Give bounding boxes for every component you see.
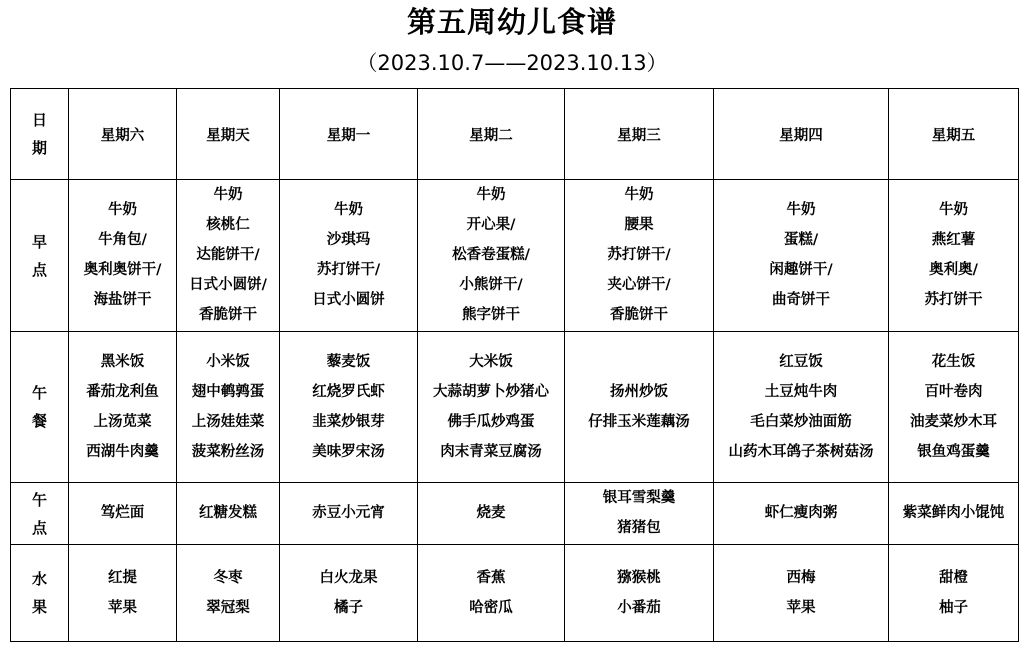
menu-item: 香蕉	[476, 569, 506, 586]
snack-cell	[714, 483, 889, 545]
menu-item: 核桃仁	[206, 217, 250, 233]
menu-item: 大蒜胡萝卜炒猪心	[433, 383, 549, 400]
menu-item: 银鱼鸡蛋羹	[917, 443, 990, 460]
fruit-cell	[889, 545, 1019, 642]
breakfast-cell	[418, 180, 565, 332]
menu-item: 红提	[108, 569, 137, 586]
menu-item: 海盐饼干	[93, 292, 152, 308]
menu-item: 苏打饼干	[924, 292, 983, 308]
menu-item: 上汤娃娃菜	[191, 413, 265, 430]
fruit-cell	[565, 545, 714, 642]
menu-item: 毛白菜炒油面筋	[750, 413, 852, 430]
menu-item: 蛋糕/	[783, 232, 819, 248]
menu-item: 藜麦饭	[326, 353, 371, 370]
lunch-cell	[280, 332, 418, 483]
menu-item: 百叶卷肉	[924, 383, 983, 400]
row-label-char: 早	[31, 232, 47, 251]
snack-cell	[69, 483, 177, 545]
row-label-breakfast	[11, 180, 69, 332]
menu-item: 猕猴桃	[617, 569, 661, 586]
menu-item: 韭菜炒银芽	[312, 413, 385, 430]
menu-item: 佛手瓜炒鸡蛋	[447, 413, 535, 430]
breakfast-cell	[69, 180, 177, 332]
menu-item: 菠菜粉丝汤	[191, 443, 265, 460]
day-header: 星期四	[714, 89, 889, 180]
lunch-row	[11, 332, 1019, 483]
breakfast-cell	[280, 180, 418, 332]
menu-item: 赤豆小元宵	[312, 505, 385, 521]
menu-item: 翠冠梨	[206, 599, 250, 616]
menu-item: 红豆饭	[779, 353, 823, 370]
menu-item: 红糖发糕	[199, 505, 257, 521]
menu-item: 牛奶	[108, 202, 137, 218]
breakfast-row	[11, 180, 1019, 332]
menu-item: 日式小圆饼	[312, 292, 385, 308]
row-label-snack	[11, 483, 69, 545]
menu-item: 黑米饭	[100, 353, 145, 370]
row-label-lunch	[11, 332, 69, 483]
row-label-date	[11, 89, 69, 180]
menu-item: 紫菜鲜肉小馄饨	[902, 505, 1005, 521]
menu-item: 笃烂面	[100, 505, 145, 521]
menu-item: 花生饭	[931, 353, 976, 370]
snack-cell	[177, 483, 280, 545]
menu-item: 哈密瓜	[469, 599, 513, 616]
menu-item: 美味罗宋汤	[312, 443, 385, 460]
lunch-cell	[418, 332, 565, 483]
menu-item: 沙琪玛	[326, 232, 371, 248]
day-header: 星期五	[889, 89, 1019, 180]
menu-item: 小番茄	[617, 599, 661, 616]
menu-item: 牛奶	[334, 202, 363, 218]
menu-item: 西湖牛肉羹	[86, 443, 159, 460]
day-header: 星期六	[69, 89, 177, 180]
menu-item: 冬枣	[213, 569, 243, 586]
menu-item: 开心果/	[466, 217, 516, 233]
row-label-fruit	[11, 545, 69, 642]
menu-item: 腰果	[624, 217, 654, 233]
day-header: 星期三	[565, 89, 714, 180]
menu-item: 苏打饼干/	[316, 262, 381, 278]
menu-item: 甜橙	[939, 569, 968, 586]
day-header: 星期一	[280, 89, 418, 180]
menu-item: 油麦菜炒木耳	[910, 413, 997, 430]
lunch-cell	[565, 332, 714, 483]
snack-cell	[280, 483, 418, 545]
menu-item: 小熊饼干/	[459, 277, 523, 293]
snack-cell	[889, 483, 1019, 545]
menu-item: 达能饼干/	[196, 247, 260, 263]
menu-item: 燕红薯	[931, 232, 976, 248]
date-range: （2023.10.7——2023.10.13）	[356, 51, 668, 75]
page-title: 第五周幼儿食谱	[406, 5, 617, 39]
menu-item: 苹果	[108, 599, 137, 616]
menu-item: 西梅	[786, 569, 816, 586]
menu-item: 牛角包/	[98, 232, 147, 248]
row-label-char: 水	[31, 570, 47, 588]
menu-item: 扬州炒饭	[610, 383, 668, 400]
row-label-char: 期	[31, 139, 47, 157]
row-label-char: 果	[31, 598, 47, 616]
row-label-char: 餐	[31, 412, 47, 430]
menu-item: 翅中鹌鹑蛋	[191, 383, 265, 400]
menu-item: 牛奶	[624, 187, 654, 203]
menu-item: 番茄龙利鱼	[86, 383, 159, 400]
menu-item: 白火龙果	[319, 569, 378, 586]
fruit-row	[11, 545, 1019, 642]
lunch-cell	[889, 332, 1019, 483]
menu-item: 山药木耳鸽子茶树菇汤	[728, 443, 874, 460]
menu-item: 奥利奥/	[929, 262, 978, 278]
menu-item: 橘子	[334, 599, 363, 616]
menu-item: 熊字饼干	[462, 307, 520, 323]
menu-item: 牛奶	[476, 187, 506, 203]
row-label-char: 点	[31, 260, 47, 279]
menu-item: 小米饭	[206, 353, 250, 370]
menu-item: 猪猪包	[617, 520, 661, 536]
fruit-cell	[69, 545, 177, 642]
fruit-cell	[714, 545, 889, 642]
fruit-cell	[418, 545, 565, 642]
menu-item: 苏打饼干/	[607, 247, 671, 263]
fruit-cell	[280, 545, 418, 642]
snack-cell	[565, 483, 714, 545]
menu-item: 红烧罗氏虾	[312, 383, 385, 400]
menu-item: 牛奶	[939, 202, 968, 218]
header-row	[11, 89, 1019, 180]
menu-item: 虾仁瘦肉粥	[764, 505, 838, 521]
row-label-char: 点	[31, 518, 47, 537]
menu-item: 曲奇饼干	[772, 292, 830, 308]
menu-item: 香脆饼干	[610, 307, 668, 323]
breakfast-cell	[565, 180, 714, 332]
menu-item: 烧麦	[476, 505, 506, 521]
menu-item: 大米饭	[469, 353, 513, 370]
day-header: 星期二	[418, 89, 565, 180]
menu-item: 夹心饼干/	[607, 277, 671, 293]
snack-cell	[418, 483, 565, 545]
menu-item: 土豆炖牛肉	[764, 383, 838, 400]
menu-item: 银耳雪梨羹	[602, 490, 676, 506]
menu-item: 日式小圆饼/	[189, 277, 267, 293]
row-label-char: 日	[31, 111, 47, 129]
breakfast-cell	[714, 180, 889, 332]
menu-item: 牛奶	[213, 187, 243, 203]
menu-item: 闲趣饼干/	[769, 262, 833, 278]
menu-item: 香脆饼干	[199, 307, 257, 323]
menu-item: 仔排玉米莲藕汤	[588, 413, 690, 430]
menu-item: 牛奶	[786, 202, 816, 218]
row-label-char: 午	[31, 490, 47, 509]
menu-item: 奥利奥饼干/	[83, 262, 162, 278]
row-label-char: 午	[31, 384, 47, 402]
menu-table	[10, 88, 1019, 642]
lunch-cell	[714, 332, 889, 483]
breakfast-cell	[889, 180, 1019, 332]
menu-item: 苹果	[786, 599, 816, 616]
lunch-cell	[177, 332, 280, 483]
day-header: 星期天	[177, 89, 280, 180]
snack-row	[11, 483, 1019, 545]
fruit-cell	[177, 545, 280, 642]
breakfast-cell	[177, 180, 280, 332]
menu-item: 肉末青菜豆腐汤	[440, 443, 542, 460]
menu-item: 上汤苋菜	[93, 413, 152, 430]
lunch-cell	[69, 332, 177, 483]
menu-item: 柚子	[939, 599, 968, 616]
menu-item: 松香卷蛋糕/	[452, 247, 530, 263]
